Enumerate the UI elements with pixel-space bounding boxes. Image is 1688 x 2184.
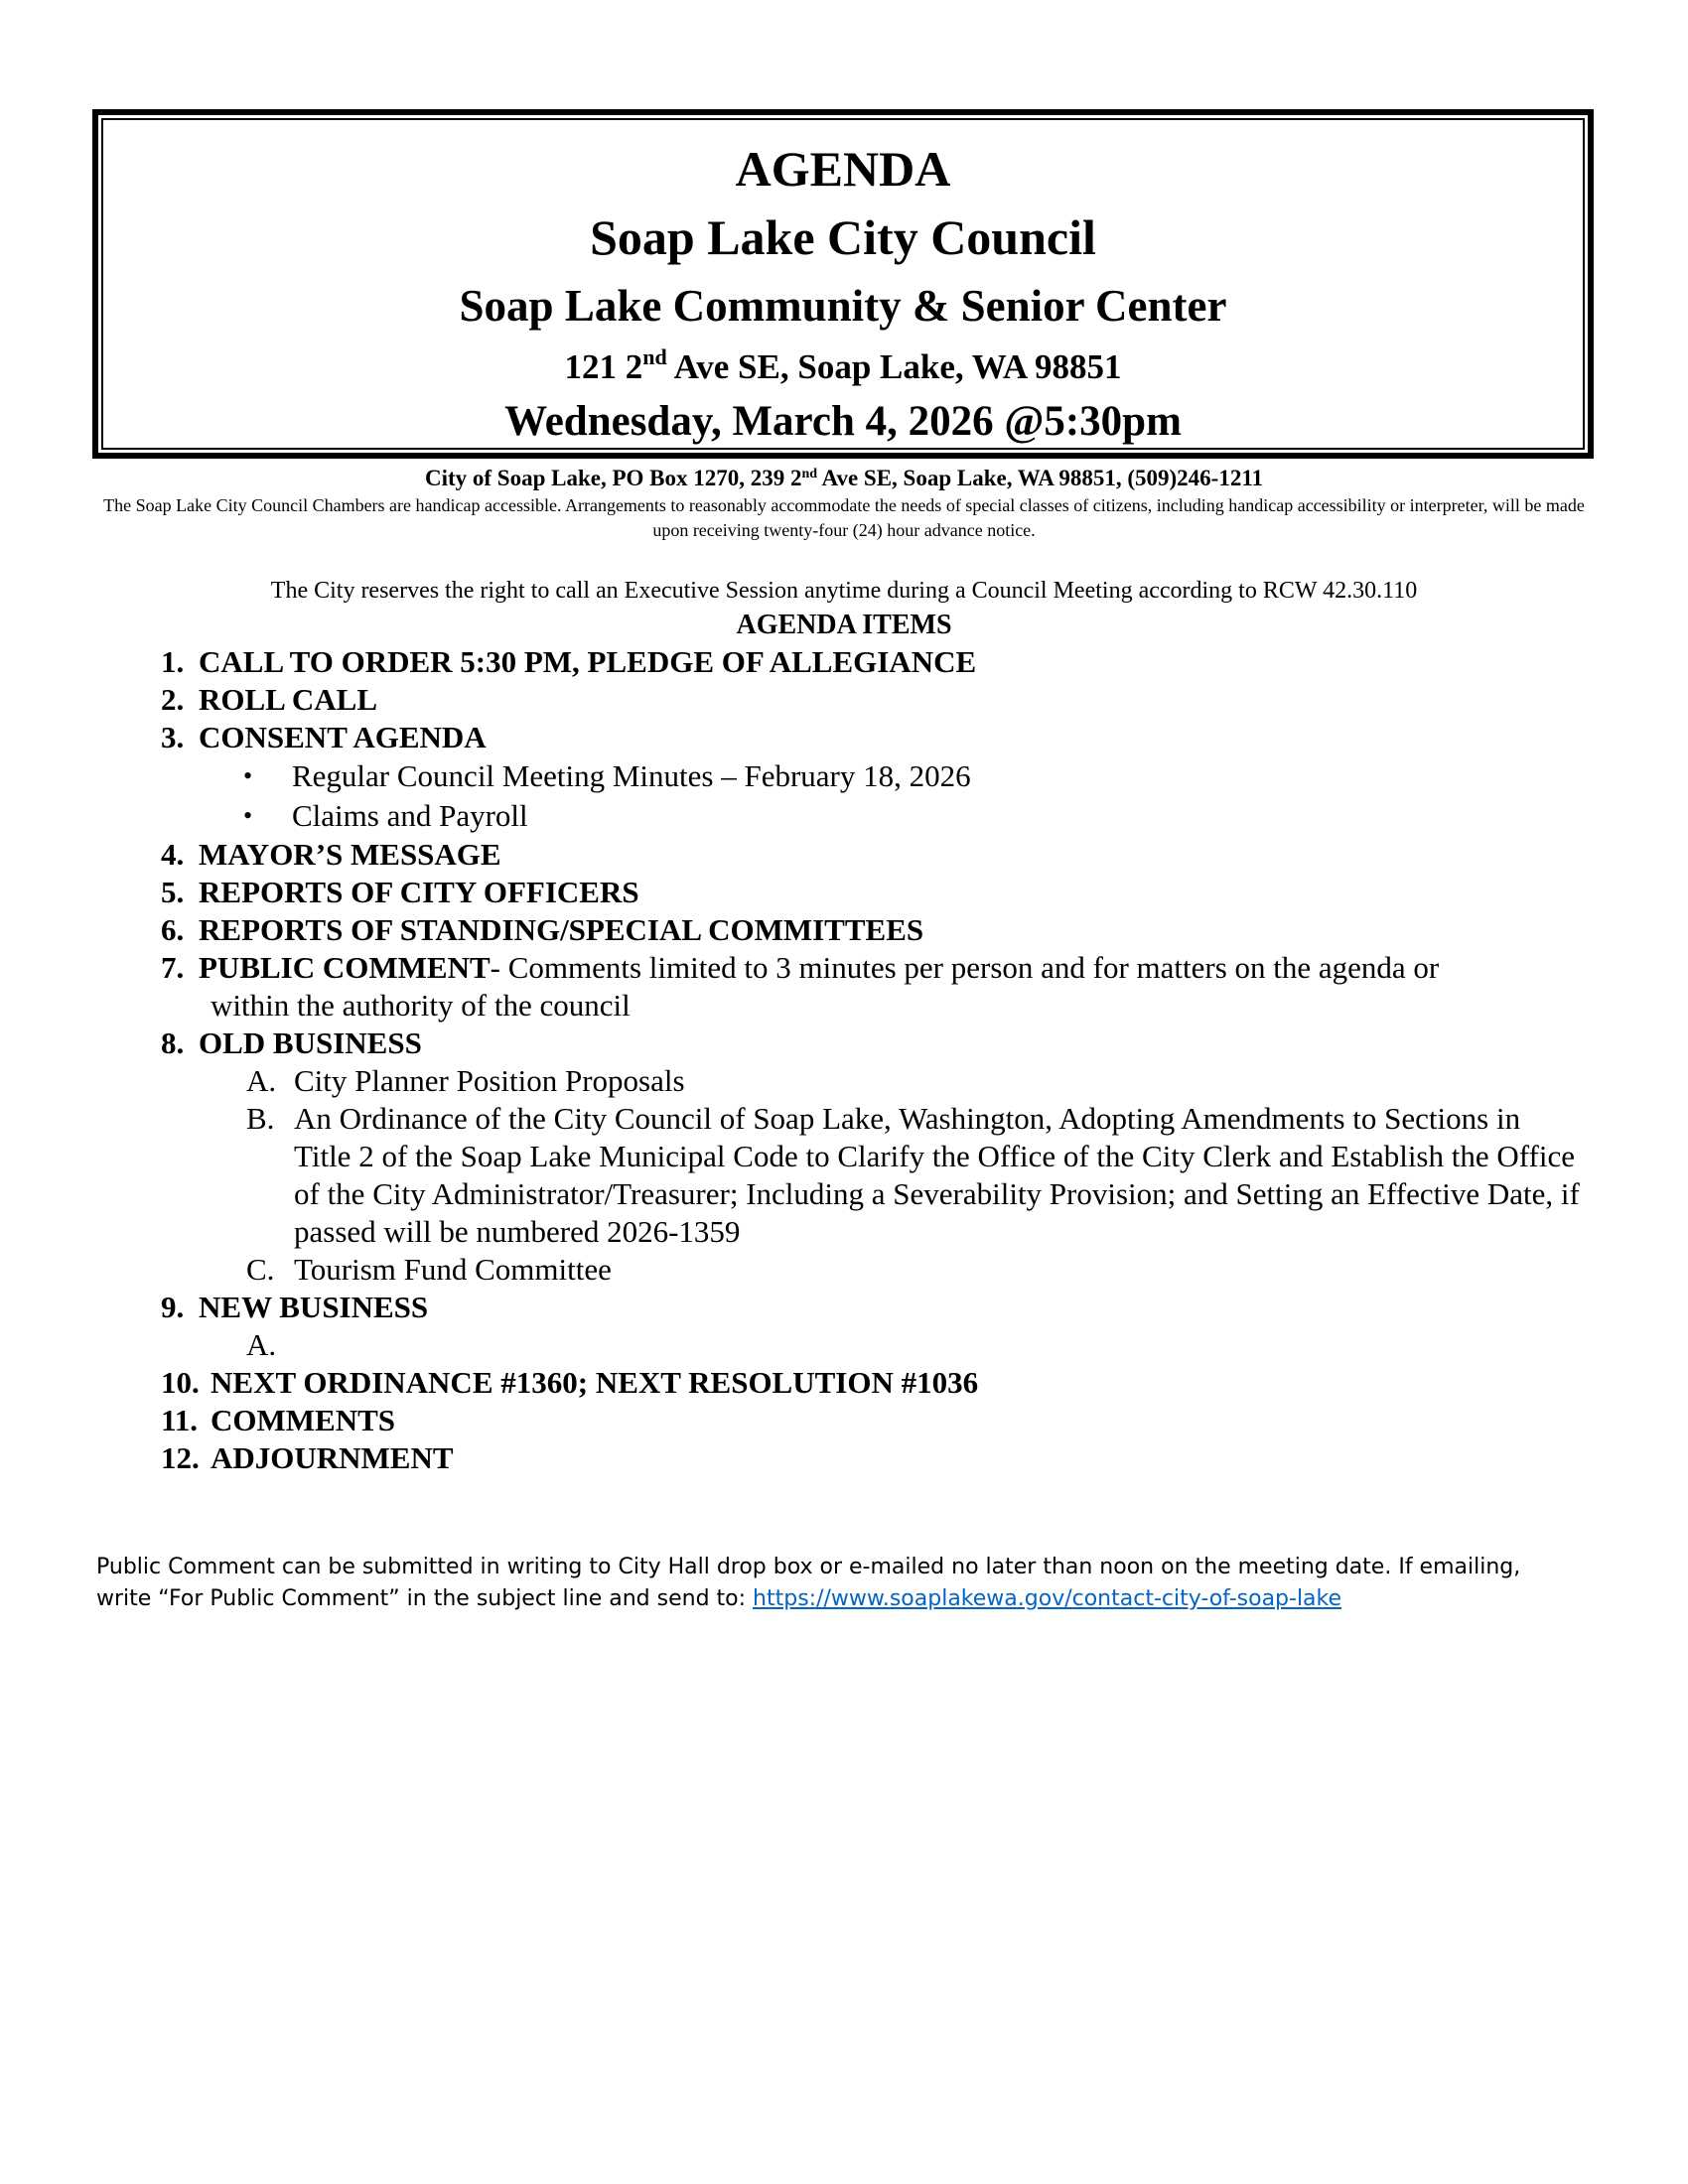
agenda-item-title: OLD BUSINESS: [199, 1025, 422, 1060]
agenda-item-call-to-order: [161, 643, 1581, 681]
agenda-item-number: 12.: [161, 1440, 200, 1475]
agenda-item-number: 1.: [161, 644, 185, 679]
agenda-item-title: MAYOR’S MESSAGE: [199, 837, 501, 872]
agenda-item-title: ADJOURNMENT: [211, 1440, 454, 1475]
subitem-text: Tourism Fund Committee: [294, 1252, 612, 1287]
agenda-item-title: ROLL CALL: [199, 682, 378, 717]
agenda-item-comments: [161, 1402, 1581, 1439]
footer-line-1: Public Comment can be submitted in writing to City Hall drop box or e-mailed no later than noon on the meeting date. If emailing,: [96, 1555, 1521, 1579]
city-contact-line: [0, 465, 1688, 492]
agenda-item-roll-call: [161, 681, 1581, 719]
subitem-letter: A.: [246, 1063, 277, 1098]
agenda-item-number: 10.: [161, 1365, 200, 1400]
subitem: [246, 1062, 1581, 1100]
meeting-datetime: Wednesday, March 4, 2026 @5:30pm: [504, 398, 1182, 445]
footer-line-2: [96, 1583, 1606, 1615]
council-name: Soap Lake City Council: [590, 209, 1096, 265]
agenda-item-number: 7.: [161, 950, 185, 985]
bullet-item: [230, 796, 1581, 836]
subitem: [246, 1100, 1581, 1251]
agenda-item-consent-agenda: [161, 719, 1581, 756]
subitem-text: An Ordinance of the City Council of Soap Lake, Washington, Adopting Amendments to Sections in Title 2 of the Soap Lake Municipal Code to Clarify the Office of the City Clerk and Establish the Office of the City Administrator/Treasurer; Including a Severability Provision; and Setting an Effective Date, if passed will be numbered 2026-1359: [294, 1101, 1580, 1249]
public-comment-detail-line1: - Comments limited to 3 minutes per person and for matters on the agenda or: [490, 950, 1440, 985]
agenda-item-title: NEW BUSINESS: [199, 1290, 429, 1324]
agenda-title: AGENDA: [735, 141, 951, 197]
subitem-letter: C.: [246, 1252, 275, 1287]
agenda-item-title: PUBLIC COMMENT: [199, 950, 491, 985]
venue-name: Soap Lake Community & Senior Center: [459, 281, 1227, 331]
agenda-item-mayors-message: [161, 836, 1581, 874]
header-inner-border: [101, 118, 1585, 450]
agenda-item-public-comment: [161, 949, 1581, 1024]
bullet-text: Regular Council Meeting Minutes – February 18, 2026: [292, 758, 971, 793]
city-contact-suffix: Ave SE, Soap Lake, WA 98851, (509)246-1211: [817, 466, 1264, 490]
city-contact-sup: nd: [801, 467, 818, 481]
agenda-item-reports-city-officers: [161, 874, 1581, 911]
agenda-item-number: 9.: [161, 1290, 185, 1324]
subitem: [246, 1326, 1581, 1364]
venue-address: [103, 339, 1583, 396]
agenda-item-number: 3.: [161, 720, 185, 754]
venue-address-sup: nd: [642, 344, 667, 369]
city-contact-prefix: City of Soap Lake, PO Box 1270, 239 2: [424, 466, 802, 490]
contact-city-link[interactable]: https://www.soaplakewa.gov/contact-city-of-soap-lake: [753, 1586, 1342, 1611]
agenda-item-title: CALL TO ORDER 5:30 PM, PLEDGE OF ALLEGIANCE: [199, 644, 977, 679]
agenda-item-number: 6.: [161, 912, 185, 947]
agenda-item-number: 5.: [161, 875, 185, 909]
subitem: [246, 1251, 1581, 1289]
bullet-text: Claims and Payroll: [292, 798, 528, 833]
public-comment-footer: [96, 1552, 1606, 1615]
agenda-list: [161, 643, 1581, 1477]
footer-line-2-text: write “For Public Comment” in the subject line and send to:: [96, 1586, 754, 1611]
header-box: [92, 109, 1594, 459]
agenda-item-new-business: [161, 1289, 1581, 1326]
subitem-letter: B.: [246, 1101, 275, 1136]
venue-address-suffix: Ave SE, Soap Lake, WA 98851: [666, 347, 1122, 386]
subitem-letter: A.: [246, 1327, 277, 1362]
agenda-item-title: REPORTS OF CITY OFFICERS: [199, 875, 639, 909]
agenda-item-number: 4.: [161, 837, 185, 872]
new-business-subitems: [161, 1326, 1581, 1364]
agenda-item-number: 11.: [161, 1403, 199, 1437]
agenda-item-title: COMMENTS: [211, 1403, 395, 1437]
agenda-item-title: REPORTS OF STANDING/SPECIAL COMMITTEES: [199, 912, 924, 947]
bullet-item: [230, 756, 1581, 796]
old-business-subitems: [161, 1062, 1581, 1289]
consent-agenda-bullets: [161, 756, 1581, 836]
bullet-icon: •: [243, 801, 253, 830]
public-comment-detail-line2: within the authority of the council: [211, 988, 631, 1023]
agenda-item-number: 2.: [161, 682, 185, 717]
venue-address-prefix: 121 2: [564, 347, 643, 386]
bullet-icon: •: [243, 761, 253, 790]
executive-session-note: The City reserves the right to call an Executive Session anytime during a Council Meeting according to RCW 42.30.110: [270, 578, 1418, 604]
agenda-items-heading: AGENDA ITEMS: [736, 610, 952, 640]
agenda-item-title: NEXT ORDINANCE #1360; NEXT RESOLUTION #1036: [211, 1365, 979, 1400]
agenda-item-title: CONSENT AGENDA: [199, 720, 487, 754]
agenda-item-old-business: [161, 1024, 1581, 1062]
agenda-item-next-ordinance: [161, 1364, 1581, 1402]
agenda-item-reports-committees: [161, 911, 1581, 949]
agenda-item-adjournment: [161, 1439, 1581, 1477]
agenda-item-number: 8.: [161, 1025, 185, 1060]
subitem-text: City Planner Position Proposals: [294, 1063, 685, 1098]
accessibility-note: The Soap Lake City Council Chambers are handicap accessible. Arrangements to reasonably accommodate the needs of special classes of citizens, including handicap accessibility or interpreter, will be made upon receiving twenty-four (24) hour advance notice.: [103, 495, 1585, 540]
